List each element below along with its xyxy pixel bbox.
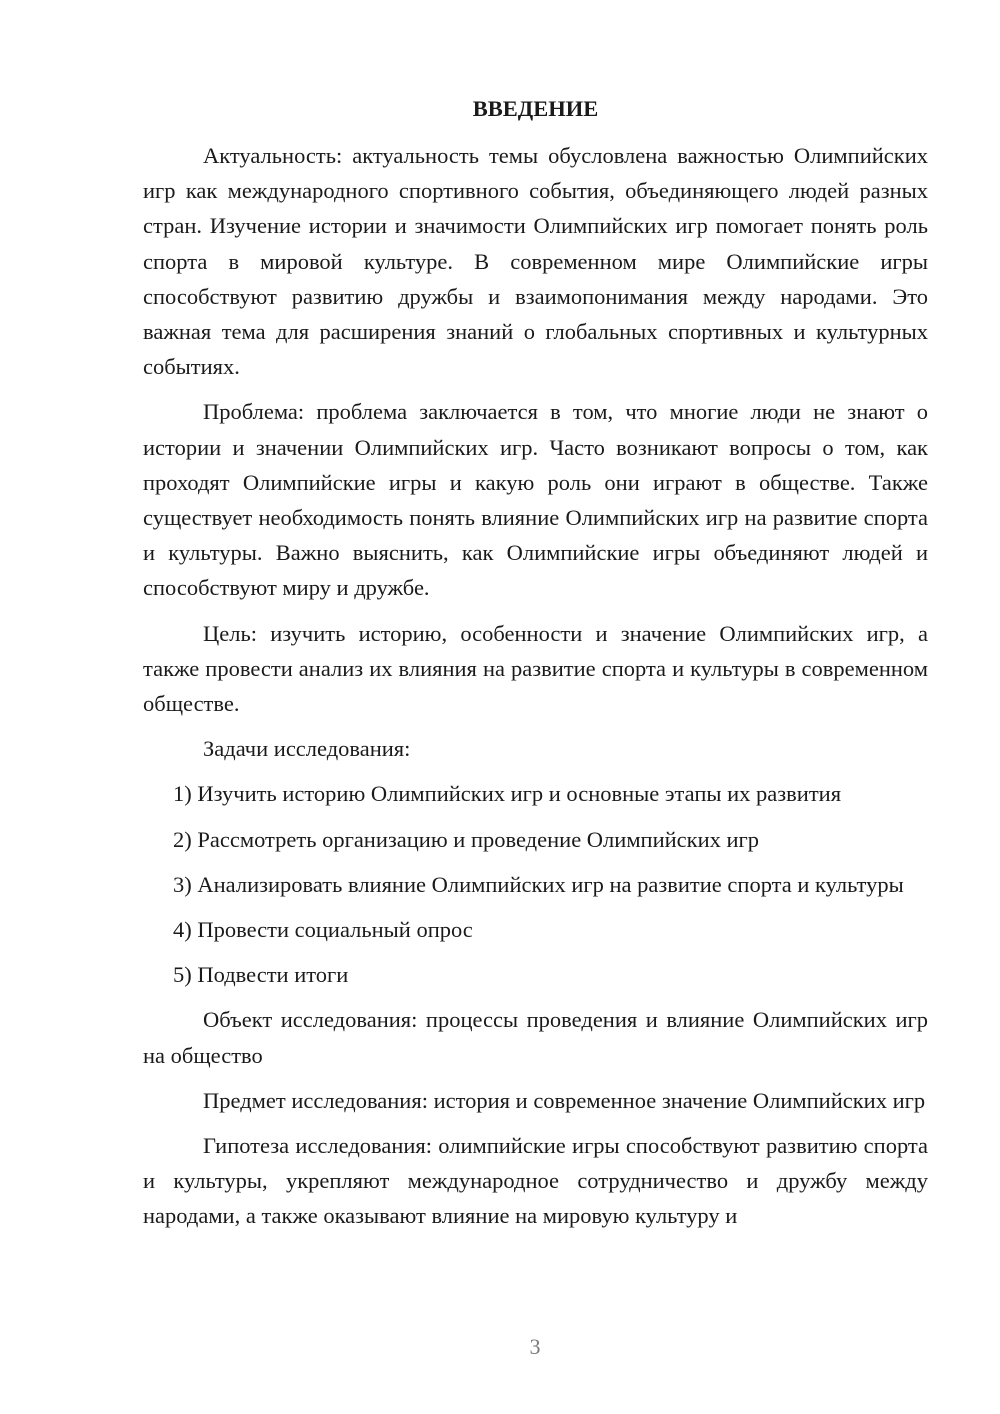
task-item: 3) Анализировать влияние Олимпийских игр на развитие спорта и культуры: [173, 871, 904, 897]
task-item: 5) Подвести итоги: [173, 962, 349, 988]
tasks-heading: Задачи исследования:: [203, 736, 411, 762]
problem-paragraph: Проблема: проблема заключается в том, что многие люди не знают о истории и значении Олимпийских игр. Часто возникают вопросы о том, как проходят Олимпийские игры и какую роль они играют в обществе. Также существует необходимость понять влияние Олимпийских игр на развитие спорта и культуры. Важно выяснить, как Олимпийские игры объединяют людей и способствуют миру и дружбе.: [143, 399, 928, 601]
relevance-paragraph: Актуальность: актуальность темы обусловлена важностью Олимпийских игр как международного спортивного события, объединяющего людей разных стран. Изучение истории и значимости Олимпийских игр помогает понять роль спорта в мировой культуре. В современном мире Олимпийские игры способствуют развитию дружбы и взаимопонимания между народами. Это важная тема для расширения знаний о глобальных спортивных и культурных событиях.: [143, 143, 928, 380]
goal-paragraph: Цель: изучить историю, особенности и значение Олимпийских игр, а также провести анализ их влияния на развитие спорта и культуры в современном обществе.: [143, 620, 928, 717]
hypothesis-paragraph: Гипотеза исследования: олимпийские игры способствуют развитию спорта и культуры, укрепляют международное сотрудничество и дружбу между народами, а также оказывают влияние на мировую культуру и: [143, 1133, 928, 1229]
task-item: 1) Изучить историю Олимпийских игр и основные этапы их развития: [173, 781, 842, 807]
subject-paragraph: Предмет исследования: история и современное значение Олимпийских игр: [203, 1087, 926, 1113]
object-paragraph: Объект исследования: процессы проведения и влияние Олимпийских игр на общество: [143, 1007, 928, 1068]
page-title: ВВЕДЕНИЕ: [472, 96, 599, 121]
task-item: 4) Провести социальный опрос: [173, 917, 473, 943]
document-page: [143, 90, 928, 1244]
task-item: 2) Рассмотреть организацию и проведение Олимпийских игр: [173, 826, 760, 852]
page-number: 3: [529, 1334, 541, 1359]
